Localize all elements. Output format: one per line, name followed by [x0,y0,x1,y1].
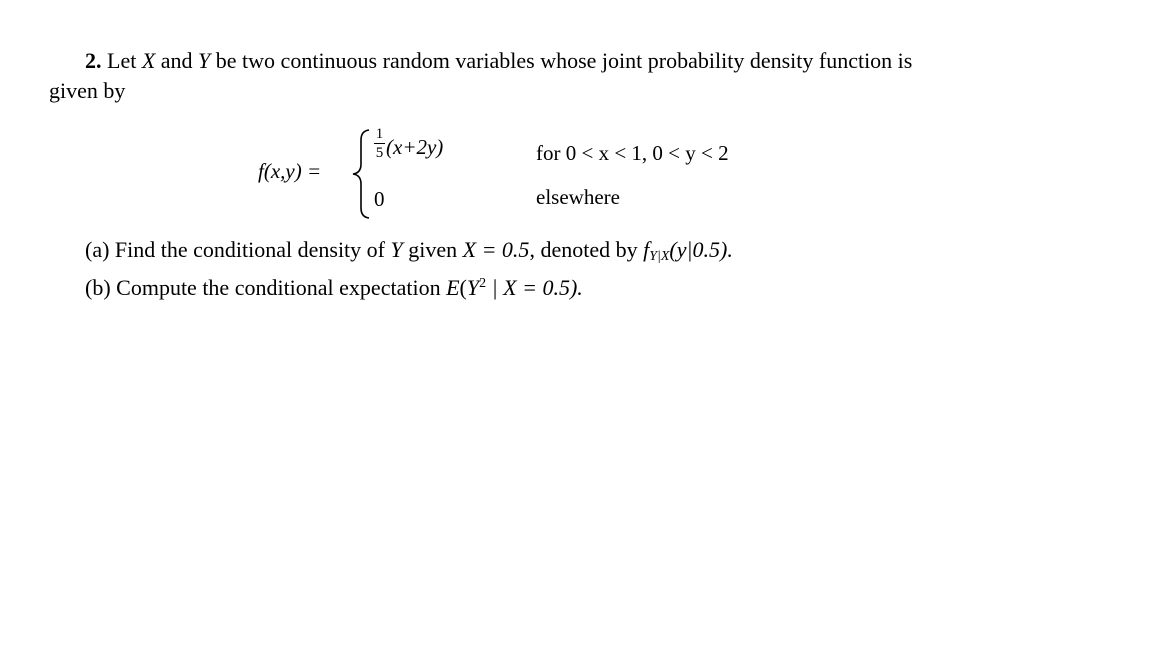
intro-text-a: Let [107,48,137,73]
variable-x: X [141,48,156,73]
intro-text-d: given by [49,78,126,103]
intro-text-c: be two continuous random variables whose joint probability density function is [215,48,913,73]
fraction-numerator: 1 [375,126,384,142]
part-a-subscript: Y|X [649,249,670,264]
fraction-bar [374,143,385,144]
pdf-case2-expression: 0 [374,187,385,211]
part-a-mid: given [408,237,458,262]
part-b-variable: Y [466,275,480,300]
problem-number: 2. [85,48,102,73]
problem-statement-line1 [85,47,912,75]
problem-statement-line2 [49,77,125,105]
part-a [85,236,733,271]
part-a-mid2: , denoted by [529,237,638,262]
part-b-condition: | X = 0.5). [486,275,583,300]
part-a-argument: (y|0.5). [669,237,733,262]
intro-text-b: and [160,48,193,73]
part-b [85,270,583,302]
part-b-expectation-symbol: E [446,275,460,300]
variable-y: Y [198,48,211,73]
pdf-fraction [374,126,385,161]
part-a-density-symbol: f [643,237,650,262]
part-b-exponent: 2 [479,276,487,291]
fraction-denominator: 5 [375,145,384,161]
part-a-prefix: (a) Find the conditional density of [85,237,385,262]
part-a-variable: Y [390,237,403,262]
pdf-case2-condition: elsewhere [536,185,620,209]
part-a-condition: X = 0.5 [462,237,530,262]
pdf-case1-expression [374,126,443,161]
pdf-lhs: f(x,y) = [258,159,322,183]
case1-factor: (x+2y) [386,135,444,159]
part-b-prefix: (b) Compute the conditional expectation [85,275,441,300]
cases-brace [350,128,372,220]
pdf-case1-condition: for 0 < x < 1, 0 < y < 2 [536,141,729,165]
part-b-open-paren: ( [459,275,467,300]
